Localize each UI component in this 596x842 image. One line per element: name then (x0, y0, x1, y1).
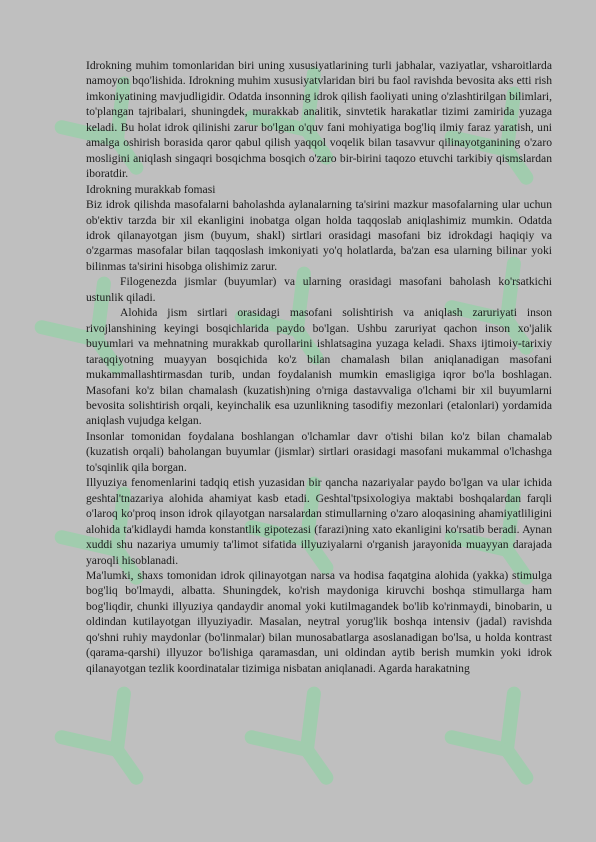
paragraph-illyuziya: Illyuziya fenomenlarini tadqiq etish yuzasidan bir qancha nazariyalar paydo bo'lgan va ular ichida geshtal'tnazariya alohida ahamiyat kasb etadi. Geshtal'tpsixologiya maktabi boshqalardan farqli o'laroq ko'proq inson idrok qilayotgan narsalardan stimullarning o'zaro aloqasining ahamiyatliligini alohida ta'kidlaydi hamda konstantlik gipotezasi (farazi)ning xato ekanligini ko'rsatib beradi. Aynan xuddi shu nazariya umumiy ta'limot sifatida illyuziyalarni o'rganish jarayonida muayyan darajada yaroqli hisoblanadi. (86, 476, 552, 567)
paragraph-malumki: Ma'lumki, shaxs tomonidan idrok qilinayotgan narsa va hodisa faqatgina alohida (yakka) stimulga bog'liq bo'lmaydi, albatta. Shuningdek, ko'rish maydoniga kiruvchi boshqa stimullarga ham bog'liqdir, chunki illyuziya qandaydir anomal yoki kutilmagandek bo'lib ko'rinmaydi, binobarin, u oldindan kutilayotgan illyuziyadir. Masalan, neytral yorug'lik boshqa intensiv (jadal) ravishda qo'shni ruhiy maydonlar (bo'linmalar) bilan munosabatlarga asoslanadigan bo'lsa, u holda kontrast (qarama-qarshi) illyuzor bo'lishiga qaramasdan, uni oldindan aytib berish mumkin yoki idrok qilanayotgan tezlik koordinatalar tizimiga nisbatan aniqlanadi. Agarda harakatning (86, 568, 552, 675)
watermark-mark (62, 694, 168, 800)
watermark-mark (452, 694, 558, 800)
document-page (86, 58, 552, 676)
paragraph-idrok-xususiyatlari: Idrokning muhim tomonlaridan biri uning xususiyatlarining turli jabhalar, vaziyatlar, vsharoitlarda namoyon bqo'lishida. Idrokning muhim xususiyatvlaridan biri bu faol ravishda bevosita aks etti rish imkoniyatining mavjudligidir. Odatda insonning idrok qilish faoliyati uning o'zlashtirilgan bilimlari, to'plangan tajribalari, shuningdek, murakkab analitik, sinvtetik harakatlar tizimi zamirida yuzaga keladi. Bu holat idrok qilinishi zarur bo'lgan o'quv fani mohiyatiga bog'liq ilmiy faraz yaratish, uni amalga oshirish borasida qaror qabul qilish yaqqol voqelik bilan tasavvur qilinayotganining o'zaro mosligini aniqlash singaqri bosqichma bosqich o'zaro bir-birini taqozo etuvchi tarkibiy qismslardan iboratdir. (86, 59, 552, 181)
paragraph-masofalar: Biz idrok qilishda masofalarni baholashda aylanalarning ta'sirini mazkur masofalarning ular uchun ob'ektiv tarzda bir xil ekanligini inobatga olgan holda taqqoslab aniqlashimiz mumkin. Odatda idrok qilanayotgan jism (buyum, shakl) sirtlari orasidagi masofani biz idrokdagi haqiqiy va o'zgarmas masofalar bilan taqqoslash imkoniyati yo'q holatlarda, ba'zan esa ularning bilinar yoki bilinmas ta'sirini hisobga olishimiz zarur. (86, 198, 552, 273)
paragraph-jism-sirtlari: Alohida jism sirtlari orasidagi masofani solishtirish va aniqlash zaruriyati inson rivojlanshining keyingi bosqichlarida paydo bo'lgan. Ushbu zaruriyat qachon inson xo'jalik buyumlari va mehnatning murakkab qurollarini ishlatsagina yuzaga keladi. Shaxs ijtimoiy-tarixiy taraqqiyotning muayyan bosqichida ko'z bilan chamalash bilan aniqlanadigan masofani mukammallashtirmasdan turib, undan foydalanish mumkin emasligiga iqror bo'la boshlagan. Masofani ko'z bilan chamalash (kuzatish)ning o'rniga dastavvaliga o'lchami bir xil buyumlarni bevosita solishtirish orqali, keyinchalik esa uzunlikning tasodifiy mezonlari (etalonlari) yordamida aniqlash vujudga kelgan. (86, 306, 552, 428)
paragraph-olchamlar: Insonlar tomonidan foydalana boshlangan o'lchamlar davr o'tishi bilan ko'z bilan chamalab (kuzatish orqali) baholangan buyumlar (jismlar) sirtlari orasidagi masofani mukammal o'lchashga to'sqinlik qila borgan. (86, 429, 552, 474)
section-heading: Idrokning murakkab fomasi (86, 182, 216, 196)
paragraph-filogenez: Filogenezda jismlar (buyumlar) va ularning orasidagi masofani baholash ko'rsatkichi ustunlik qiladi. (86, 275, 552, 304)
watermark-mark (252, 694, 358, 800)
